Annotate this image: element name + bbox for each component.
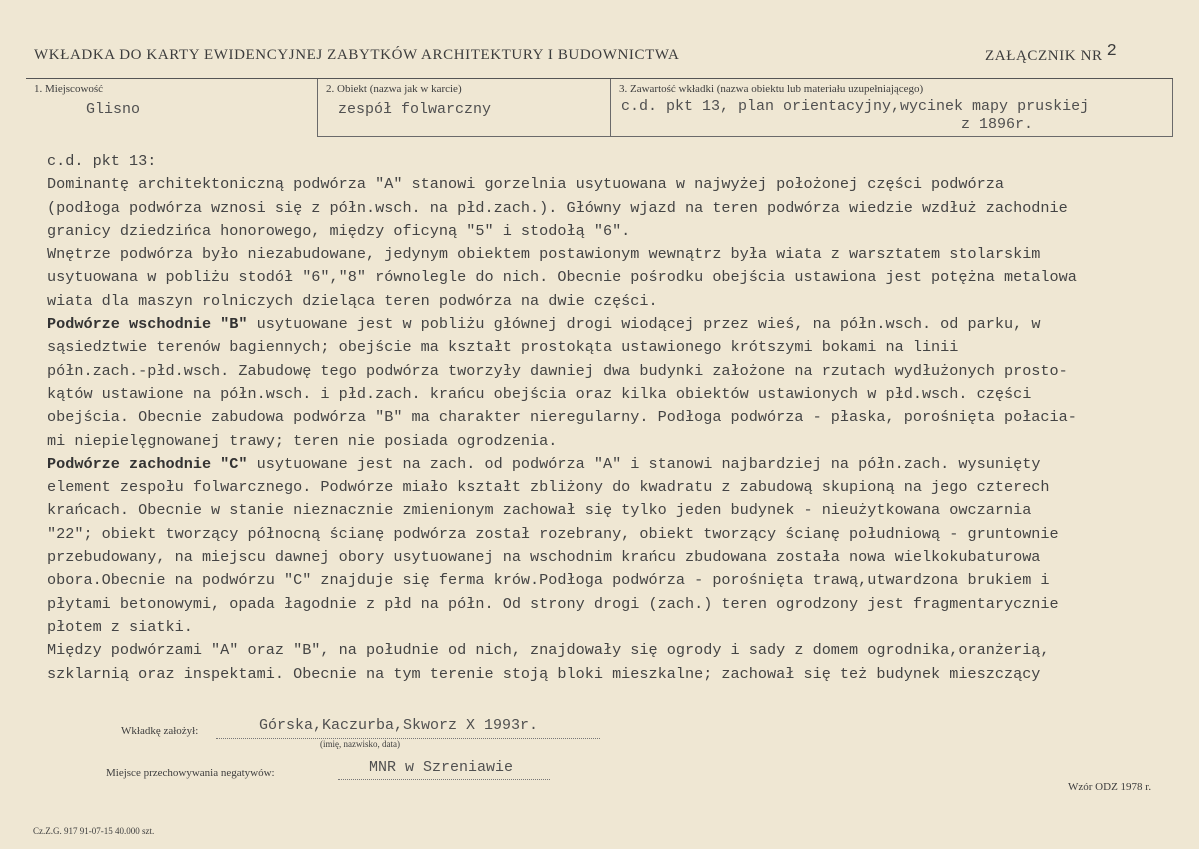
section-heading: Podwórze zachodnie "C" (47, 454, 248, 473)
contents-field (611, 79, 1173, 137)
field-border (611, 136, 1173, 137)
attachment-number-value: 2 (1106, 42, 1118, 61)
locality-label: 1. Miejscowość (34, 83, 104, 95)
text-line (47, 639, 1199, 662)
text-line (47, 290, 1199, 313)
text-line (47, 360, 1199, 383)
print-code: Cz.Z.G. 917 91-07-15 40.000 szt. (33, 826, 155, 836)
created-by-hint: (imię, nazwisko, data) (320, 739, 400, 749)
line-text: przebudowany, na miejscu dawnej obory usytuowanej na wschodnim krańcu zbudowana została nowa wielkokubaturowa (47, 548, 1041, 567)
body-text (47, 150, 1199, 686)
object-value: zespół folwarczny (338, 101, 492, 118)
attachment-label: ZAŁĄCZNIK NR (985, 48, 1103, 64)
line-text: Między podwórzami "A" oraz "B", na południe od nich, znajdowały się ogrody i sady z domem ogrodnika,oranżerią, (47, 641, 1050, 660)
text-line (47, 220, 1199, 243)
section-heading: Podwórze wschodnie "B" (47, 315, 248, 334)
negatives-label: Miejsce przechowywania negatywów: (106, 767, 275, 779)
text-line (47, 266, 1199, 289)
contents-value-line2: z 1896r. (961, 116, 1034, 133)
text-line (47, 476, 1199, 499)
field-border (318, 136, 610, 137)
line-text: półn.zach.-płd.wsch. Zabudowę tego podwórza tworzyły dawniej dwa budynki założone na rzutach wydłużonych prosto- (47, 361, 1068, 380)
form-model: Wzór ODZ 1978 r. (1068, 781, 1152, 793)
text-line (47, 593, 1199, 616)
contents-label: 3. Zawartość wkładki (nazwa obiektu lub materiału uzupełniającego) (619, 83, 924, 95)
text-line (47, 523, 1199, 546)
line-text: mi niepielęgnowanej trawy; teren nie posiada ogrodzenia. (47, 431, 558, 450)
line-text: granicy dziedzińca honorowego, między oficyną "5" i stodołą "6". (47, 221, 631, 240)
line-text: płotem z siatki. (47, 617, 193, 636)
line-text: c.d. pkt 13: (47, 152, 157, 170)
line-text: (podłoga podwórza wznosi się z półn.wsch. na płd.zach.). Główny wjazd na teren podwórza wiedzie wzdłuż zachodnie (47, 198, 1068, 217)
negatives-value: MNR w Szreniawie (369, 759, 514, 776)
object-field (318, 79, 610, 137)
text-line (47, 616, 1199, 639)
line-text: element zespołu folwarcznego. Podwórze miało kształt zbliżony do kwadratu z zabudową skupioną na jego czterech (47, 478, 1050, 497)
line-text: obora.Obecnie na podwórzu "C" znajduje się ferma krów.Podłoga podwórza - porośnięta trawą,utwardzona brukiem i (47, 571, 1050, 590)
document-title: WKŁADKA DO KARTY EWIDENCYJNEJ ZABYTKÓW ARCHITEKTURY I BUDOWNICTWA (34, 47, 680, 63)
line-text: sąsiedztwie terenów bagiennych; obejście ma kształt prostokąta ustawionego krótszymi bokami na linii (47, 338, 959, 357)
text-line (47, 336, 1199, 359)
line-text: płytami betonowymi, opada łagodnie z płd na półn. Od strony drogi (zach.) teren ogrodzony jest fragmentarycznie (47, 594, 1059, 613)
text-line (47, 197, 1199, 220)
line-text: obejścia. Obecnie zabudowa podwórza "B" ma charakter nieregularny. Podłoga podwórza - płaska, porośnięta połacia- (47, 408, 1077, 427)
line-text: kątów ustawione na półn.wsch. i płd.zach. krańcu obejścia oraz kilka obiektów ustawionych w płd.wsch. części (47, 384, 1032, 403)
negatives-line (338, 779, 550, 780)
created-by-value: Górska,Kaczurba,Skworz X 1993r. (259, 717, 539, 734)
locality-value: Glisno (86, 101, 141, 118)
text-line (47, 383, 1199, 406)
field-divider (1172, 79, 1173, 137)
text-line (47, 430, 1199, 453)
text-line (47, 313, 1199, 336)
created-by-line (216, 738, 600, 739)
text-line (47, 150, 1199, 173)
text-line (47, 499, 1199, 522)
line-text: usytuowane jest w pobliżu głównej drogi wiodącej przez wieś, na półn.wsch. od parku, w (247, 315, 1041, 334)
line-text: wiata dla maszyn rolniczych dzieląca teren podwórza na dwie części. (47, 291, 658, 310)
locality-field (26, 79, 316, 137)
line-text: krańcach. Obecnie w stanie nieznacznie zmienionym zachował się tylko jeden budynek - nieużytkowana owczarnia (47, 501, 1032, 520)
line-text: Wnętrze podwórza było niezabudowane, jedynym obiektem postawionym wewnątrz była wiata z warsztatem stolarskim (47, 245, 1041, 264)
object-label: 2. Obiekt (nazwa jak w karcie) (326, 83, 462, 95)
text-line (47, 453, 1199, 476)
line-text: Dominantę architektoniczną podwórza "A" stanowi gorzelnia usytuowana w najwyżej położonej części podwórza (47, 175, 1004, 194)
text-line (47, 406, 1199, 429)
contents-value-line1: c.d. pkt 13, plan orientacyjny,wycinek mapy pruskiej (621, 98, 1090, 115)
text-line (47, 546, 1199, 569)
text-line (47, 243, 1199, 266)
line-text: usytuowana w pobliżu stodół "6","8" równolegle do nich. Obecnie pośrodku obejścia ustawiona jest potężna metalowa (47, 268, 1077, 287)
header-fields (26, 78, 1173, 139)
attachment-number (985, 42, 1118, 66)
line-text: szklarnią oraz inspektami. Obecnie na tym terenie stoją bloki mieszkalne; zachował się też budynek mieszczący (47, 664, 1041, 683)
line-text: "22"; obiekt tworzący północną ścianę podwórza został rozebrany, obiekt tworzący ścianę południową - gruntownie (47, 524, 1059, 543)
text-line (47, 663, 1199, 686)
created-by-label: Wkładkę założył: (121, 725, 199, 737)
text-line (47, 173, 1199, 196)
text-line (47, 569, 1199, 592)
line-text: usytuowane jest na zach. od podwórza "A" i stanowi najbardziej na półn.zach. wysunięty (247, 454, 1041, 473)
